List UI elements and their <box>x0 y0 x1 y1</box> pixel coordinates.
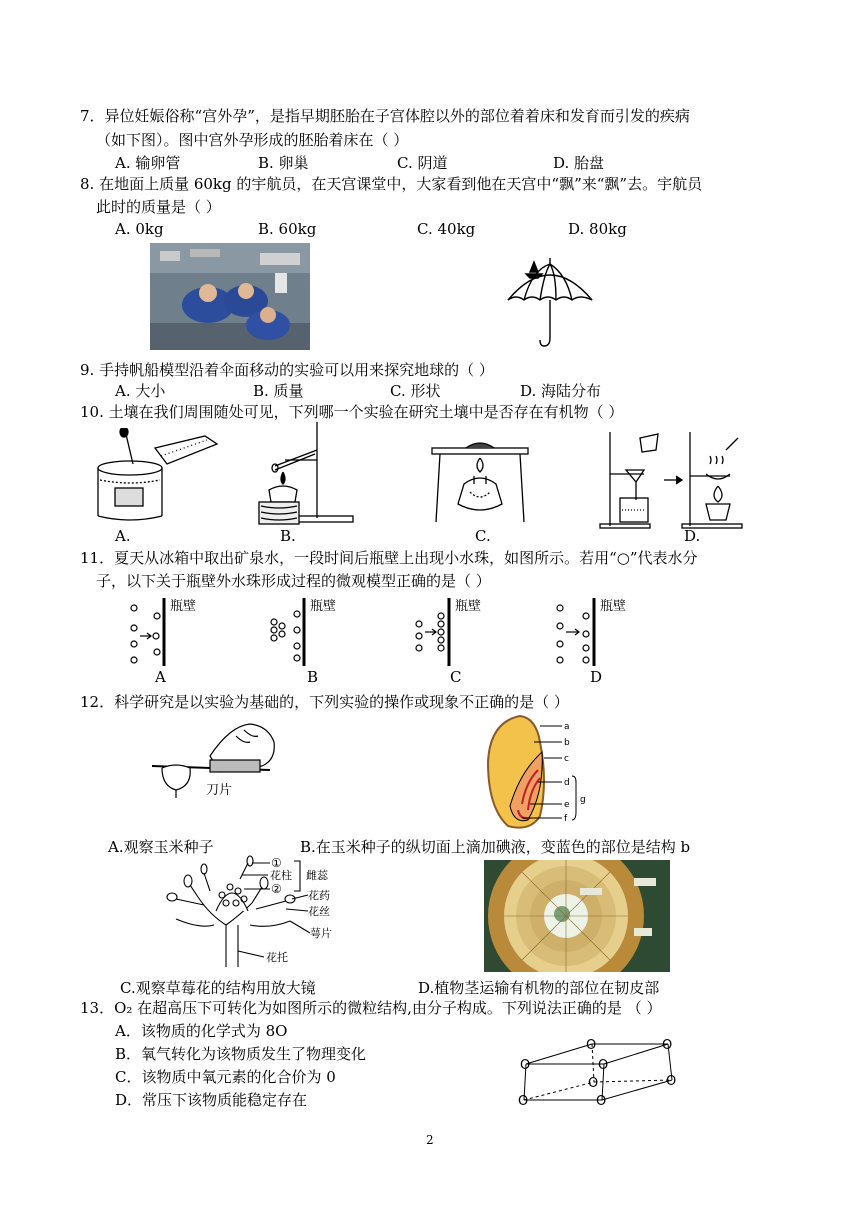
q12-caption-a: A.观察玉米种子 <box>108 838 214 856</box>
corn-seed-section-figure <box>480 712 600 832</box>
q12-stem: 12．科学研究是以实验为基础的，下列实验的操作或现象不正确的是（ ） <box>80 693 569 711</box>
hand-knife-seed-figure <box>150 716 280 826</box>
q10-stem: 10. 土壤在我们周围随处可见，下列哪一个实验在研究土壤中是否存在有机物（ ） <box>80 403 624 421</box>
svg-text:g: g <box>580 795 586 805</box>
q7-stem-line2: （如下图）。图中宫外孕形成的胚胎着床在（ ） <box>96 131 409 149</box>
q9-stem: 9. 手持帆船模型沿着伞面移动的实验可以用来探究地球的（ ） <box>80 361 494 379</box>
svg-text:O: O <box>662 1038 673 1053</box>
q8-stem-line2: 此时的质量是（ ） <box>96 198 221 216</box>
o8-structure-figure <box>510 1030 690 1112</box>
wall-label-c: 瓶壁 <box>455 599 482 614</box>
test-tube-heating-figure <box>255 420 355 528</box>
q11-option-d: D <box>590 668 603 686</box>
q8-option-c: C. 40kg <box>417 220 476 238</box>
svg-text:花药: 花药 <box>308 889 330 902</box>
svg-text:萼片: 萼片 <box>310 927 332 940</box>
umbrella-boat-figure <box>500 250 600 350</box>
q9-option-b: B. 质量 <box>253 382 304 400</box>
q12-caption-c: C.观察草莓花的结构用放大镜 <box>120 979 316 997</box>
q13-stem: 13．O₂ 在超高压下可转化为如图所示的微粒结构,由分子构成。下列说法正确的是 （ ） <box>80 999 662 1017</box>
svg-text:①: ① <box>271 856 282 870</box>
svg-text:f: f <box>564 814 568 824</box>
q11-option-c: C <box>450 668 462 686</box>
svg-text:b: b <box>564 738 570 748</box>
page-number: 2 <box>426 1133 434 1147</box>
svg-text:花丝: 花丝 <box>308 905 330 918</box>
model-c-figure <box>405 594 515 668</box>
knife-label: 刀片 <box>206 783 233 798</box>
svg-text:e: e <box>564 800 570 810</box>
q11-stem-line2: 子，以下关于瓶壁外水珠形成过程的微观模型正确的是（ ） <box>96 572 491 590</box>
svg-text:a: a <box>564 722 570 732</box>
q12-caption-d: D.植物茎运输有机物的部位在韧皮部 <box>418 979 660 997</box>
wall-label-a: 瓶壁 <box>170 599 197 614</box>
q7-stem-line1: 7．异位妊娠俗称“宫外孕”，是指早期胚胎在子宫体腔以外的部位着着床和发育而引发的疾病 <box>80 107 690 125</box>
model-a-figure <box>120 594 230 668</box>
svg-text:O: O <box>666 1074 677 1089</box>
wall-label-d: 瓶壁 <box>600 599 627 614</box>
svg-text:O: O <box>518 1094 529 1109</box>
model-d-figure <box>550 594 660 668</box>
q11-option-a: A <box>155 668 166 686</box>
q13-option-b: B．氧气转化为该物质发生了物理变化 <box>115 1045 367 1063</box>
model-b-figure <box>260 594 370 668</box>
soil-water-experiment-figure <box>95 428 225 528</box>
q10-option-b: B. <box>280 527 296 545</box>
q11-option-b: B <box>307 668 319 686</box>
stem-cross-section-figure <box>484 860 670 972</box>
q7-option-d: D. 胎盘 <box>553 154 605 172</box>
q9-option-c: C. 形状 <box>390 382 441 400</box>
soil-burning-figure <box>430 436 530 528</box>
q10-option-c: C. <box>475 527 491 545</box>
q13-option-c: C．该物质中氧元素的化合价为 0 <box>115 1068 336 1086</box>
strawberry-flower-figure <box>140 855 350 973</box>
q9-option-a: A. 大小 <box>115 382 166 400</box>
q8-option-d: D. 80kg <box>568 220 627 238</box>
q8-option-b: B. 60kg <box>258 220 317 238</box>
svg-text:O: O <box>596 1094 607 1109</box>
q11-stem-line1: 11．夏天从冰箱中取出矿泉水，一段时间后瓶壁上出现小水珠，如图所示。若用“○”代表水分 <box>80 549 698 567</box>
q7-option-b: B. 卵巢 <box>258 154 309 172</box>
svg-text:c: c <box>564 754 569 764</box>
q9-option-d: D. 海陆分布 <box>520 382 602 400</box>
q13-option-d: D．常压下该物质能稳定存在 <box>115 1091 308 1109</box>
svg-text:雌蕊: 雌蕊 <box>306 869 328 882</box>
svg-text:d: d <box>564 778 570 788</box>
svg-text:②: ② <box>271 882 282 896</box>
q8-option-a: A. 0kg <box>115 220 164 238</box>
svg-text:花托: 花托 <box>266 951 288 964</box>
q7-option-a: A. 输卵管 <box>115 154 181 172</box>
q8-stem-line1: 8. 在地面上质量 60kg 的宇航员，在天宫课堂中，大家看到他在天宫中“飘”来“飘”去。宇航员 <box>80 175 703 193</box>
astronaut-photo <box>150 243 310 350</box>
q10-option-d: D. <box>684 527 701 545</box>
svg-text:O: O <box>586 1038 597 1053</box>
svg-text:O: O <box>588 1076 599 1091</box>
filtration-evaporation-figure <box>598 430 748 530</box>
svg-text:O: O <box>598 1058 609 1073</box>
svg-text:花柱: 花柱 <box>270 869 292 882</box>
wall-label-b: 瓶壁 <box>310 599 337 614</box>
q13-option-a: A．该物质的化学式为 8O <box>115 1022 288 1040</box>
q12-caption-b: B.在玉米种子的纵切面上滴加碘液，变蓝色的部位是结构 b <box>300 838 691 856</box>
svg-text:O: O <box>520 1058 531 1073</box>
q10-option-a: A. <box>115 527 131 545</box>
q7-option-c: C. 阴道 <box>397 154 448 172</box>
